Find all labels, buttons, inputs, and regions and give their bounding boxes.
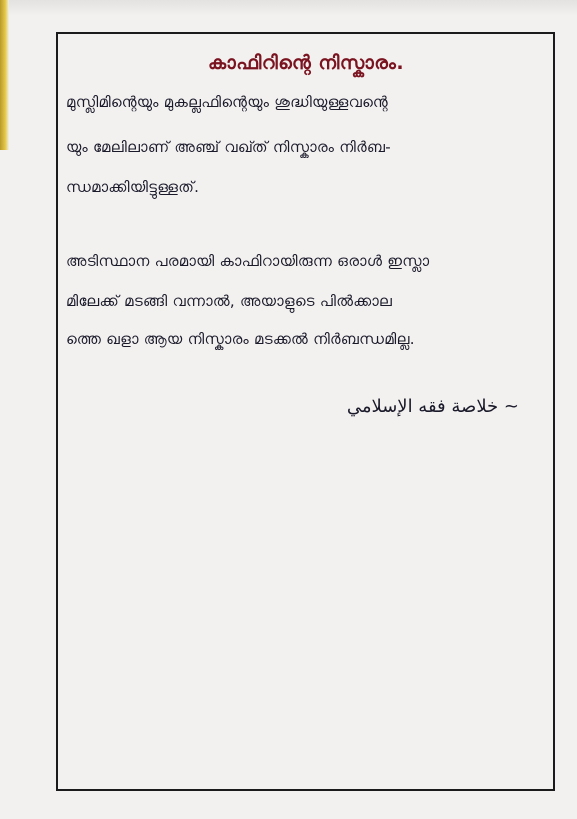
page-top-edge <box>0 0 577 16</box>
paragraph1-line2: യും മേലിലാണ് അഞ്ച് വഖ്ത് നിസ്കാരം നിർബ- <box>66 138 391 156</box>
page-left-edge-strip <box>0 0 9 150</box>
paragraph2-line3: ത്തെ ഖളാ ആയ നിസ്കാരം മടക്കൽ നിർബന്ധമില്ല. <box>66 330 415 348</box>
paragraph1-line1: മുസ്ലിമിന്റെയും മുകല്ലഫിന്റെയും ശുദ്ധിയുള്ളവന്റെ <box>66 93 389 111</box>
document-title: കാഫിറിന്റെ നിസ്കാരം. <box>208 52 405 74</box>
paragraph2-line2: മിലേക്ക് മടങ്ങി വന്നാൽ, അയാളുടെ പിൽക്കാല <box>66 292 393 310</box>
paragraph1-line3: ന്ധമാക്കിയിട്ടുള്ളത്. <box>66 178 200 196</box>
paragraph2-line1: അടിസ്ഥാന പരമായി കാഫിറായിരുന്ന ഒരാൾ ഇസ്ലാ <box>66 252 430 270</box>
source-reference: ~ خلاصة فقه الإسلامي <box>346 396 519 417</box>
